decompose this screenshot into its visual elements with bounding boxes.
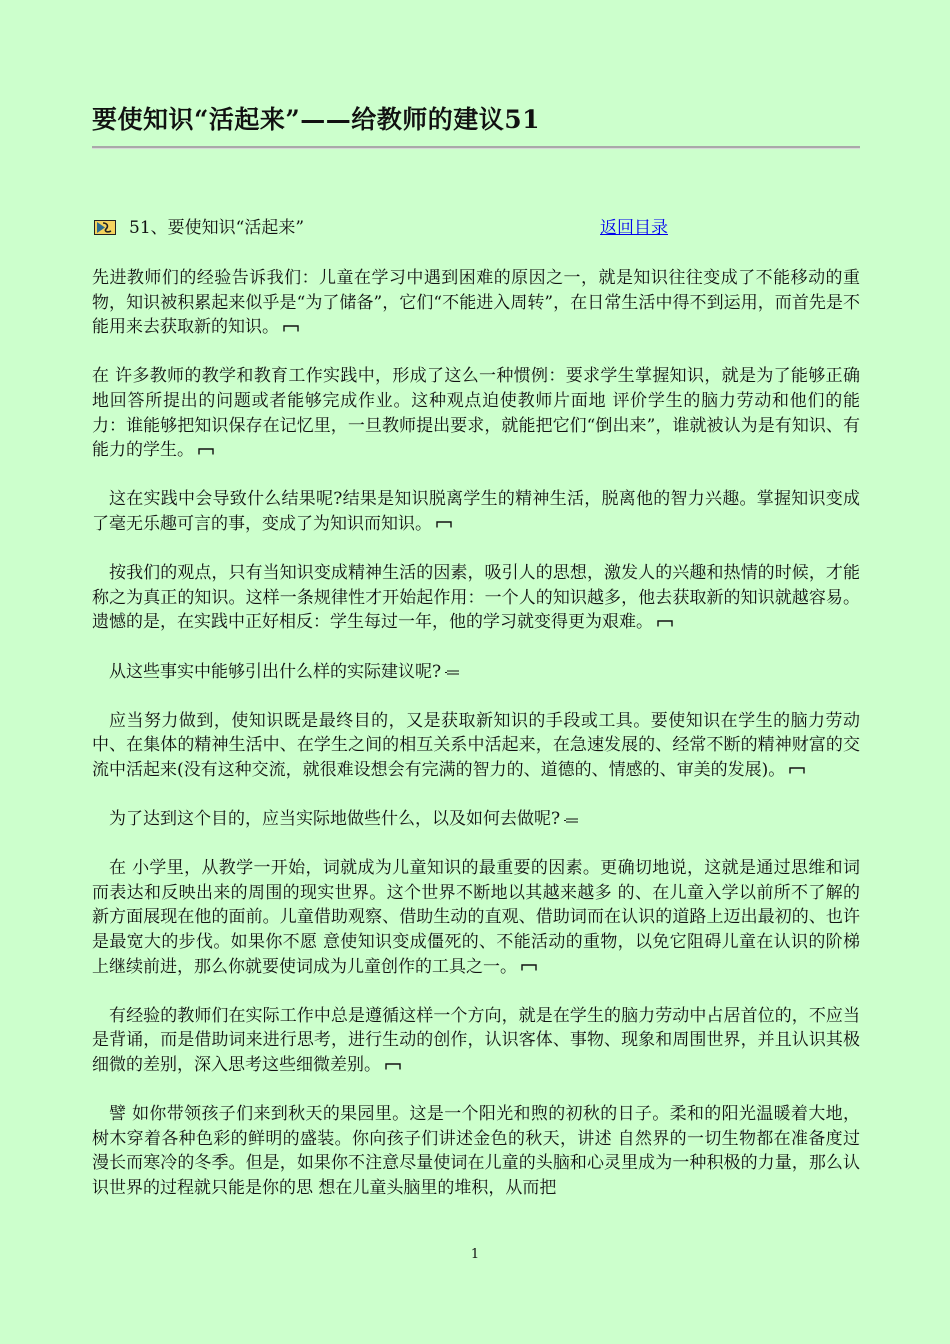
paragraph-text: 在 小学里，从教学一开始，词就成为儿童知识的最重要的因素。更确切地说，这就是通过思维和词而表达和反映出来的周围的现实世界。这个世界不断地以其越来越多 的、在儿童入学以前所不了解的新方面展现在他的面前。儿童借助观察、借助生动的直观、借助词而在认识的道路上迈出最初的、也许是最宽大的步伐。如果你不愿 意使知识变成僵死的、不能活动的重物，以免它阻碍儿童在认识的阶梯上继续前进，那么你就要使词成为儿童创作的工具之一。	[92, 858, 860, 977]
paragraph	[92, 561, 860, 635]
section-label: 51、要使知识“活起来”	[129, 218, 305, 238]
paragraph-mark-icon	[198, 447, 214, 455]
paragraph-text: 为了达到这个目的，应当实际地做些什么，以及如何去做呢?	[109, 809, 561, 830]
book-icon	[94, 220, 116, 235]
paragraph-text: 譬 如你带领孩子们来到秋天的果园里。这是一个阳光和煦的初秋的日子。柔和的阳光温暖着大地，树木穿着各种色彩的鲜明的盛装。你向孩子们讲述金色的秋天，讲述 自然界的一切生物都在准备度过漫长而寒冷的冬季。但是，如果你不注意尽量使词在儿童的头脑和心灵里成为一种积极的力量，那么认识世界的过程就只能是你的思 想在儿童头脑里的堆积，从而把	[92, 1104, 860, 1198]
paragraph-text: 按我们的观点，只有当知识变成精神生活的因素，吸引人的思想，激发人的兴趣和热情的时候，才能称之为真正的知识。这样一条规律性才开始起作用：一个人的知识越多，他去获取新的知识就越容易。遗憾的是，在实践中正好相反：学生每过一年，他的学习就变得更为艰难。	[92, 563, 860, 633]
paragraph-text: 从这些事实中能够引出什么样的实际建议呢?	[109, 661, 442, 682]
paragraph	[92, 856, 860, 979]
document-title: 要使知识“活起来”——给教师的建议51	[92, 105, 541, 134]
paragraph-text: 在 许多教师的教学和教育工作实践中，形成了这么一种惯例：要求学生掌握知识，就是为了能够正确地回答所提出的问题或者能够完成作业。这种观点迫使教师片面地 评价学生的脑力劳动和他们的能力：谁能够把知识保存在记忆里，一旦教师提出要求，就能把它们“倒出来”，谁就被认为是有知识、有能力的学生。	[92, 366, 860, 461]
paragraph-text: 这在实践中会导致什么结果呢?结果是知识脱离学生的精神生活，脱离他的智力兴趣。掌握知识变成了毫无乐趣可言的事，变成了为知识而知识。	[92, 489, 860, 534]
back-to-contents-link[interactable]: 返回目录	[600, 218, 668, 238]
paragraph	[92, 364, 860, 462]
title-divider	[92, 146, 860, 149]
paragraph-text: 应当努力做到，使知识既是最终目的，又是获取新知识的手段或工具。要使知识在学生的脑力劳动中、在集体的精神生活中、在学生之间的相互关系中活起来，在急速发展的、经常不断的精神财富的交流中活起来(没有这种交流，就很难设想会有完满的智力的、道德的、情感的、审美的发展)。	[92, 710, 860, 780]
paragraph	[92, 660, 860, 685]
paragraph-mark-icon	[283, 324, 299, 332]
line-break-mark-icon	[564, 816, 580, 824]
section-heading	[92, 214, 860, 242]
line-break-mark-icon	[445, 668, 461, 676]
paragraph	[92, 807, 860, 832]
article-body	[92, 266, 860, 1225]
paragraph-mark-icon	[657, 619, 673, 627]
paragraph-mark-icon	[436, 520, 452, 528]
page-number: 1	[470, 1247, 480, 1262]
paragraph	[92, 1004, 860, 1078]
paragraph-mark-icon	[385, 1062, 401, 1070]
paragraph-mark-icon	[521, 963, 537, 971]
paragraph-text: 先进教师们的经验告诉我们：儿童在学习中遇到困难的原因之一，就是知识往往变成了不能移动的重物，知识被积累起来似乎是“为了储备”，它们“不能进入周转”，在日常生活中得不到运用，而首先是不能用来去获取新的知识。	[92, 268, 860, 338]
paragraph	[92, 266, 860, 340]
paragraph	[92, 1102, 860, 1200]
paragraph	[92, 709, 860, 783]
paragraph-mark-icon	[789, 766, 805, 774]
paragraph	[92, 487, 860, 536]
paragraph-text: 有经验的教师们在实际工作中总是遵循这样一个方向，就是在学生的脑力劳动中占居首位的，不应当是背诵，而是借助词来进行思考，进行生动的创作，认识客体、事物、现象和周围世界，并且认识其极细微的差别，深入思考这些细微差别。	[92, 1005, 860, 1075]
